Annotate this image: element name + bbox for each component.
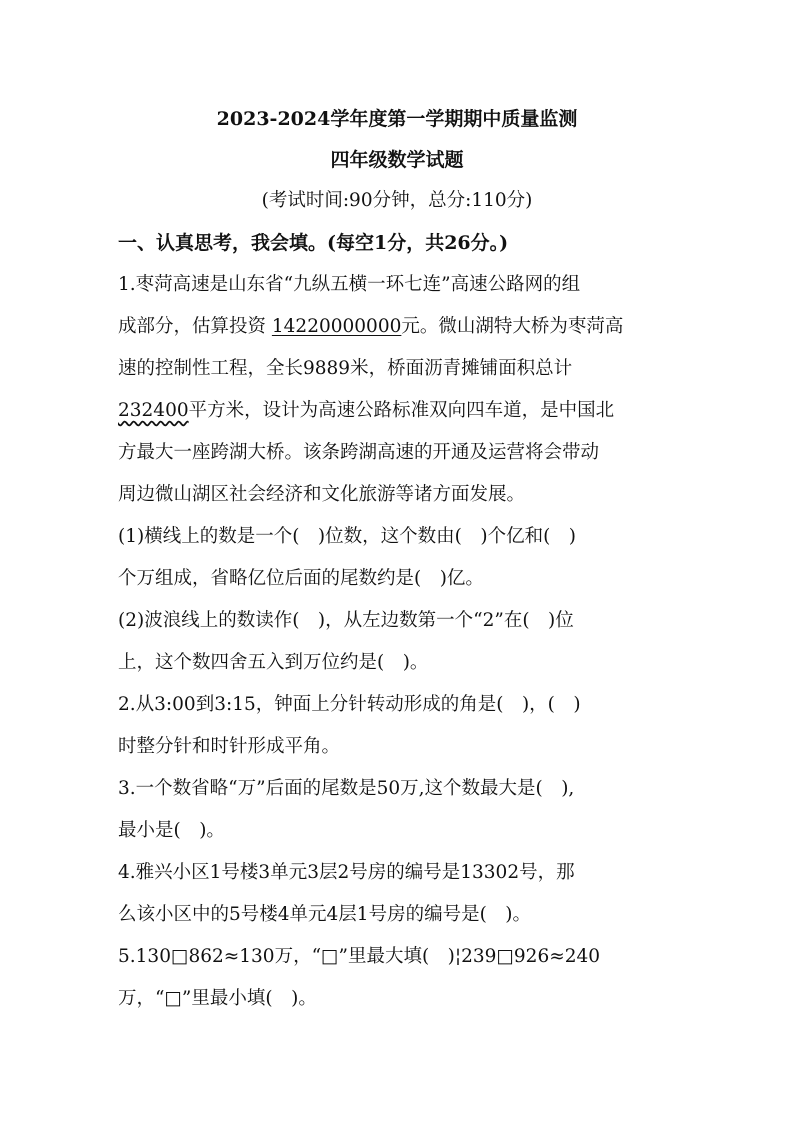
q1-line-2 [118, 315, 623, 339]
q2-line-1: 2.从3:00到3:15，钟面上分针转动形成的角是( )，( ) [118, 694, 581, 715]
underlined-number: 14220000000 [271, 316, 402, 337]
q2-line-2: 时整分针和时针形成平角。 [118, 736, 341, 757]
q5-line-2: 万，“□”里最小填( )。 [118, 988, 317, 1009]
q1-sub1-line-1: (1)横线上的数是一个( )位数，这个数由( )个亿和( ) [118, 526, 577, 547]
q1-line-4-text: 平方米，设计为高速公路标准双向四车道，是中国北 [188, 400, 615, 421]
q1-line-1: 1.枣菏高速是山东省“九纵五横一环七连”高速公路网的组 [118, 274, 581, 295]
q1-line-5: 方最大一座跨湖大桥。该条跨湖高速的开通及运营将会带动 [118, 442, 600, 463]
q4-line-2: 么该小区中的5号楼4单元4层1号房的编号是( )。 [118, 904, 532, 925]
q1-line-3: 速的控制性工程，全长9889米，桥面沥青摊铺面积总计 [118, 358, 573, 379]
q1-line-2-text-b: 元。微山湖特大桥为枣菏高 [401, 316, 624, 337]
q3-line-1: 3.一个数省略“万”后面的尾数是50万,这个数最大是( ), [118, 778, 575, 799]
exam-subtitle: 四年级数学试题 [330, 149, 464, 171]
q5-line-1: 5.130□862≈130万，“□”里最大填( )¦239□926≈240 [118, 946, 601, 967]
q1-sub2-line-2: 上，这个数四舍五入到万位约是( )。 [118, 652, 429, 673]
q1-line-4 [118, 399, 614, 423]
exam-title: 2023-2024学年度第一学期期中质量监测 [216, 108, 578, 130]
q1-sub2-line-1: (2)波浪线上的数读作( )，从左边数第一个“2”在( )位 [118, 610, 574, 631]
q3-line-2: 最小是( )。 [118, 820, 225, 841]
q1-sub1-line-2: 个万组成，省略亿位后面的尾数约是( )亿。 [118, 568, 484, 589]
exam-info: (考试时间:90分钟，总分:110分) [261, 190, 533, 211]
wavy-underlined-number: 232400 [118, 400, 189, 421]
q1-line-6: 周边微山湖区社会经济和文化旅游等诸方面发展。 [118, 484, 526, 505]
q1-line-2-text-a: 成部分，估算投资 [118, 316, 272, 337]
q4-line-1: 4.雅兴小区1号楼3单元3层2号房的编号是13302号，那 [118, 862, 575, 883]
section-heading: 一、认真思考，我会填。(每空1分，共26分。) [118, 232, 509, 254]
